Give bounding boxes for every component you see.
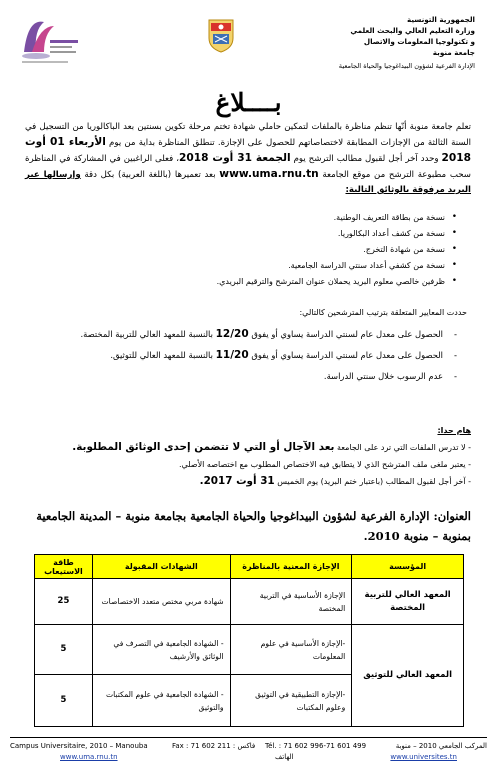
criterion-text: الحصول على معدل عام لسنتي الدراسة يساوي أو يفوق bbox=[248, 329, 443, 339]
footer-universities-link[interactable]: www.universites.tn bbox=[390, 753, 457, 761]
criterion-text: بالنسبة للمعهد العالي للتربية المختصة. bbox=[80, 329, 216, 339]
notes-heading: هام جدا: bbox=[437, 426, 471, 435]
send-instruction: وإرسالها عبر البريد مرفوقة بالوثائق التالية: bbox=[25, 170, 471, 195]
criteria-intro: حددت المعايير المتعلقة بترتيب المترشحين كالتالي: bbox=[299, 308, 467, 317]
list-item: • نسخة من كشف أعداد البكالوريا. bbox=[37, 229, 457, 238]
cell-capacity: 5 bbox=[35, 625, 93, 675]
cell-certificate: شهادة مربي مختص متعدد الاختصاصات bbox=[92, 579, 230, 625]
footer-tel-ar: الهاتف bbox=[275, 753, 294, 761]
footer-campus: Campus Universitaire, 2010 – Manouba bbox=[10, 742, 148, 750]
footer-fax: Fax : 71 602 211 : فاكس bbox=[172, 742, 256, 750]
header-license: الإجازة المعنية بالمناظرة bbox=[230, 555, 352, 579]
cell-certificate: - الشهادة الجامعية في علوم المكتبات والتوثيق bbox=[92, 675, 230, 727]
header-capacity: طاقة الاستيعاب bbox=[35, 555, 93, 579]
footer-address-ar: المركب الجامعي 2010 – منوبة bbox=[395, 742, 487, 750]
cell-license: -الإجازة الأساسية في علوم المعلومات bbox=[230, 625, 352, 675]
website-link[interactable]: www.uma.rnu.tn bbox=[219, 168, 319, 180]
cell-capacity: 25 bbox=[35, 579, 93, 625]
criterion-item bbox=[37, 369, 457, 384]
criterion-text: بالنسبة للمعهد العالي للتوثيق. bbox=[110, 350, 216, 360]
criterion-score: 12/20 bbox=[215, 328, 249, 340]
criterion-item bbox=[37, 327, 457, 342]
criterion-text: الحصول على معدل عام لسنتي الدراسة يساوي أو يفوق bbox=[248, 350, 443, 360]
note-item bbox=[25, 475, 471, 488]
list-item: • نسخة من كشفي أعداد سنتي الدراسة الجامعية. bbox=[37, 261, 457, 270]
ministry2-label: و تكنولوجيا المعلومات والاتصال bbox=[363, 37, 475, 46]
criterion-item bbox=[37, 348, 457, 363]
header-institution: المؤسسة bbox=[352, 555, 464, 579]
note-bold: 31 أوت 2017. bbox=[199, 475, 275, 487]
list-item: • نسخة من شهادة التخرج. bbox=[37, 245, 457, 254]
ministry-label: وزارة التعليم العالي والبحث العلمي bbox=[350, 26, 475, 35]
criterion-text: عدم الرسوب خلال سنتي الدراسة. bbox=[323, 371, 443, 381]
directorate-label: الإدارة الفرعية لشؤون البيداغوجيا والحياة الجامعية bbox=[338, 62, 475, 70]
note-text: - آخر أجل لقبول المطالب (باعتبار ختم البريد) يوم الخميس bbox=[274, 477, 471, 486]
programs-table bbox=[34, 554, 464, 727]
notes-section bbox=[25, 424, 471, 488]
footer-divider bbox=[10, 737, 487, 738]
page-title: بــــلاغ bbox=[215, 88, 282, 117]
footer-tel: Tél. : 71 602 996-71 601 499 bbox=[265, 742, 367, 750]
cell-license: الإجازة الأساسية في التربية المختصة bbox=[230, 579, 352, 625]
header-certificates: الشهادات المقبولة bbox=[92, 555, 230, 579]
cell-license: -الإجازة التطبيقية في التوثيق وعلوم المكتبات bbox=[230, 675, 352, 727]
criterion-score: 11/20 bbox=[215, 349, 249, 361]
list-item: • نسخة من بطاقة التعريف الوطنية. bbox=[37, 213, 457, 222]
cell-institution: المعهد العالي للتوثيق bbox=[352, 625, 464, 727]
footer-website-link[interactable]: www.uma.rnu.tn bbox=[60, 753, 118, 761]
end-date: الجمعة 31 أوت 2018 bbox=[179, 152, 291, 164]
criteria-list bbox=[37, 327, 457, 390]
list-item: • ظرفين خالصي معلوم البريد يحملان عنوان المترشح والترقيم البريدي. bbox=[37, 277, 457, 286]
address-block: العنوان: الإدارة الفرعية لشؤون البيداغوجيا والحياة الجامعية بجامعة منوبة – المدينة الجامعية بمنوبة – منوبة 2010. bbox=[36, 509, 471, 543]
table-header-row bbox=[35, 555, 464, 579]
tunisia-seal-icon bbox=[205, 14, 237, 54]
note-text: - لا تدرس الملفات التي ترد على الجامعة bbox=[334, 443, 471, 452]
intro-text-a: تعلم جامعة منوبة أنّها تنظم مناظرة بالملفات لتمكين حاملي شهادة تختم مرحلة تكوين بسنتين بعد الباكالوريا من التسجيل في السنة الثالثة من الإجازات المطابقة لاختصاصاتهم للحصول على الإجازة. تنطلق المناظرة بداية من يوم bbox=[25, 122, 471, 148]
note-bold: بعد الآجال أو التي لا تتضمن إحدى الوثائق المطلوبة. bbox=[72, 441, 335, 453]
table-row bbox=[35, 579, 464, 625]
republic-label: الجمهورية التونسية bbox=[406, 15, 475, 24]
university-logo-icon bbox=[14, 12, 82, 68]
university-label: جامعة منوبة bbox=[432, 48, 475, 57]
intro-text-c: ، فعلى الراغبين في المشاركة في المناظرة سحب مطبوعة الترشح من موقع الجامعة bbox=[25, 154, 471, 180]
note-item bbox=[25, 441, 471, 454]
intro-paragraph bbox=[25, 120, 471, 198]
intro-text-b: وحدد آخر أجل لقبول مطالب الترشح يوم bbox=[290, 154, 442, 164]
start-date: الأربعاء 01 أوت 2018 bbox=[25, 136, 471, 164]
intro-text-d: بعد تعميرها (باللغة العربية) بكل دقة bbox=[80, 170, 220, 180]
table-row bbox=[35, 625, 464, 675]
cell-capacity: 5 bbox=[35, 675, 93, 727]
note-item: - يعتبر ملغى ملف المترشح الذي لا يتطابق فيه الاختصاص المطلوب مع اختصاصه الأصلي. bbox=[178, 460, 471, 469]
documents-list bbox=[37, 213, 457, 293]
cell-institution: المعهد العالي للتربية المختصة bbox=[352, 579, 464, 625]
cell-certificate: - الشهادة الجامعية في التصرف في الوثائق والأرشيف bbox=[92, 625, 230, 675]
